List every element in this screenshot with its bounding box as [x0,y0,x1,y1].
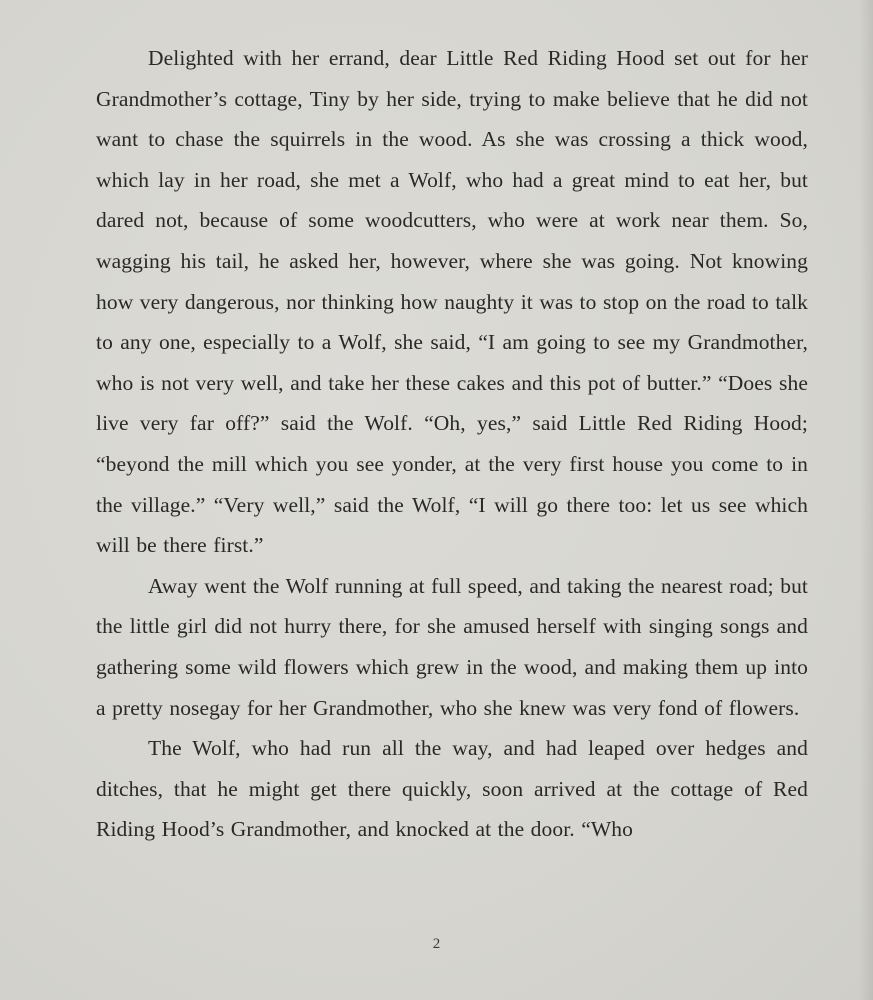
paragraph-3: The Wolf, who had run all the way, and had leaped over hedges and ditches, that he might get there quickly, soon arrived at the cottage of Red Riding Hood’s Grandmother, and knocked at the door. “Who [96,736,808,842]
page-edge-shadow [859,0,873,1000]
body-text [96,38,808,850]
paragraph-2: Away went the Wolf running at full speed, and taking the nearest road; but the little girl did not hurry there, for she amused herself with singing songs and gathering some wild flowers which grew in the wood, and making them up into a pretty nosegay for her Grandmother, who she knew was very fond of flowers. [96,573,808,720]
paragraph-1: Delighted with her errand, dear Little Red Riding Hood set out for her Grandmother’s cottage, Tiny by her side, trying to make believe that he did not want to chase the squirrels in the wood. As she was crossing a thick wood, which lay in her road, she met a Wolf, who had a great mind to eat her, but dared not, because of some woodcutters, who were at work near them. So, wagging his tail, he asked her, however, where she was going. Not knowing how very dangerous, nor thinking how naughty it was to stop on the road to talk to any one, especially to a Wolf, she said, “I am going to see my Grandmother, who is not very well, and take her these cakes and this pot of butter.” “Does she live very far off?” said the Wolf. “Oh, yes,” said Little Red Riding Hood; “beyond the mill which you see yonder, at the very first house you come to in the village.” “Very well,” said the Wolf, “I will go there too: let us see which will be there first.” [96,46,808,558]
page-number: 2 [432,936,441,952]
